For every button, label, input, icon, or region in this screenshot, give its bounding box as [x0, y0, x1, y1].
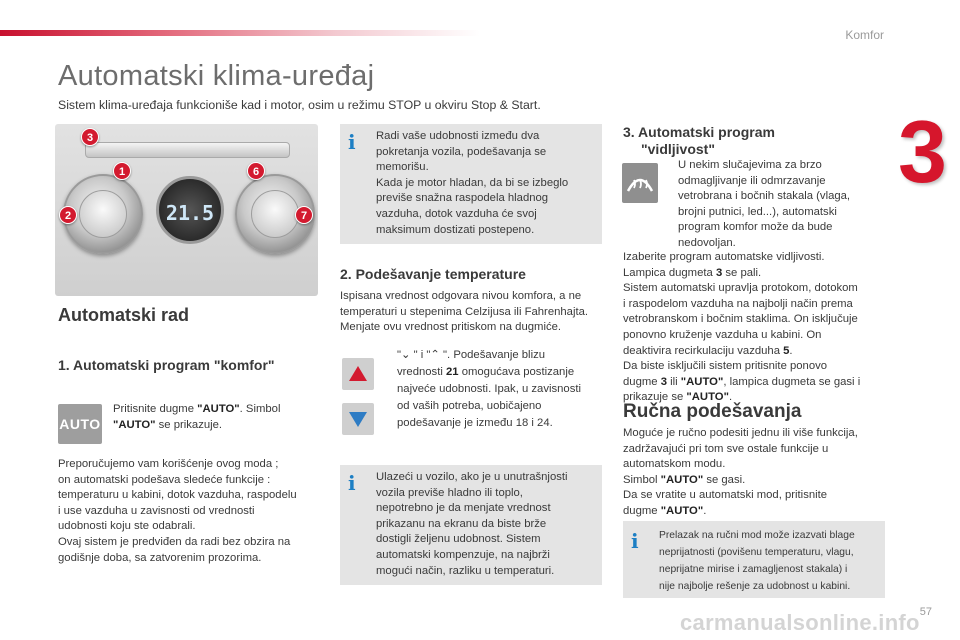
climate-control-panel-image: [55, 124, 318, 296]
header-accent-bar: [0, 30, 480, 36]
chapter-number: 3: [898, 102, 947, 201]
defrost-windshield-icon: [622, 163, 658, 203]
info-icon: i: [348, 130, 356, 154]
page-title: Automatski klima-uređaj: [58, 60, 375, 92]
info-text-memory: Radi vaše udobnosti između dva pokretanja vozila, podešavanja se memorišu. Kada je motor hladan, da bi se izbeglo previše snažna raspodela hladnog vazduha, dotok vazduha će svoj maksimum dostizati postepeno.: [376, 130, 569, 236]
info-icon: i: [348, 471, 356, 495]
page-number: 57: [919, 606, 932, 618]
watermark: carmanualsonline.info: [680, 610, 920, 635]
callout-6: 6: [247, 162, 265, 180]
callout-7: 7: [295, 206, 313, 224]
info-text-manual: Prelazak na ručni mod može izazvati blage neprijatnosti (povišenu temperaturu, vlagu, neprijatne mirise i zamagljenost stakala) i nije najbolje rešenje za udobnost u kabini.: [659, 530, 855, 592]
heading-visibility-program: 3. Automatski program "vidljivost": [623, 124, 775, 157]
section-name: Komfor: [845, 28, 884, 42]
callout-3: 3: [81, 128, 99, 146]
info-icon: i: [631, 529, 639, 553]
temperature-down-icon: [342, 403, 374, 435]
auto-press-text: Pritisnite dugme "AUTO". Simbol "AUTO" se prikazuje.: [113, 403, 281, 431]
callout-2: 2: [59, 206, 77, 224]
comfort-mode-paragraph: Preporučujemo vam korišćenje ovog moda ; on automatski podešava sledeće funkcije : temperaturu u kabini, dotok vazduha, raspodelu i use vazduha u zavisnosti od vrednosti udobnosti koju ste odabrali. Ovaj sistem je predviđen da radi bez obzira na godišnje doba, sa zatvorenim prozorima.: [58, 458, 297, 564]
temperature-paragraph: Ispisana vrednost odgovara nivou komfora, a ne temperaturi u stepenima Celzijusa ili Fahrenhajta. Menjate ovu vrednost pritiskom na dugmiće.: [340, 290, 589, 334]
auto-button-icon: AUTO: [58, 404, 102, 444]
heading-automatic-mode: Automatski rad: [58, 305, 190, 325]
heading-comfort-program: 1. Automatski program "komfor": [58, 357, 275, 373]
button-strip: [85, 142, 290, 158]
intro-text: Sistem klima-uređaja funkcioniše kad i motor, osim u režimu STOP u okviru Stop & Start.: [58, 98, 541, 112]
visibility-paragraph: Izaberite program automatske vidljivosti. Lampica dugmeta 3 se pali. Sistem automatski upravlja protokom, dotokom i raspodelom vazduha na najbolji način prema vetrobranskom i bočnim staklima. On isključuje ponovno kruženje vazduha u kabini. On deaktivira recirkulaciju vazduha 5. Da biste isključili sistem pritisnite ponovo dugme 3 ili "AUTO", lampica dugmeta se gasi i prikazuje se "AUTO".: [623, 251, 861, 404]
defrost-text: U nekim slučajevima za brzo odmagljivanje ili odmrzavanje vetrobrana i bočnih stakala (vlaga, brojni putnici, led...), automatski program komfor može da bude nedovoljan.: [678, 159, 851, 249]
heading-temperature-setting: 2. Podešavanje temperature: [340, 266, 526, 282]
temperature-up-icon: [342, 358, 374, 390]
info-text-compensation: Ulazeći u vozilo, ako je u unutrašnjosti vozila previše hladno ili toplo, nepotrebno je da menjate vrednost prikazanu na ekranu da biste brže dostigli željenu udobnost. Sistem automatski kompenzuje, na najbrži mogući način, razliku u temperaturi.: [376, 471, 568, 577]
manual-paragraph: Moguće je ručno podesiti jednu ili više funkcija, zadržavajući pri tom sve ostale funkcije u automatskom modu. Simbol "AUTO" se gasi. Da se vratite u automatski mod, pritisnite dugme "AUTO".: [623, 427, 858, 517]
info-box-memory: [340, 124, 602, 244]
info-box-manual-warning: [623, 521, 885, 598]
callout-1: 1: [113, 162, 131, 180]
info-box-compensation: [340, 465, 602, 585]
heading-manual-settings: Ručna podešavanja: [623, 401, 802, 422]
temperature-arrows-text: "⌄ " i "⌃ ". Podešavanje blizu vrednosti 21 omogućava postizanje najveće udobnosti. Ipak, u zavisnosti od vaših potreba, uobičajeno podešavanje je između 18 i 24.: [397, 349, 581, 429]
temperature-display: 21.5: [156, 176, 224, 244]
